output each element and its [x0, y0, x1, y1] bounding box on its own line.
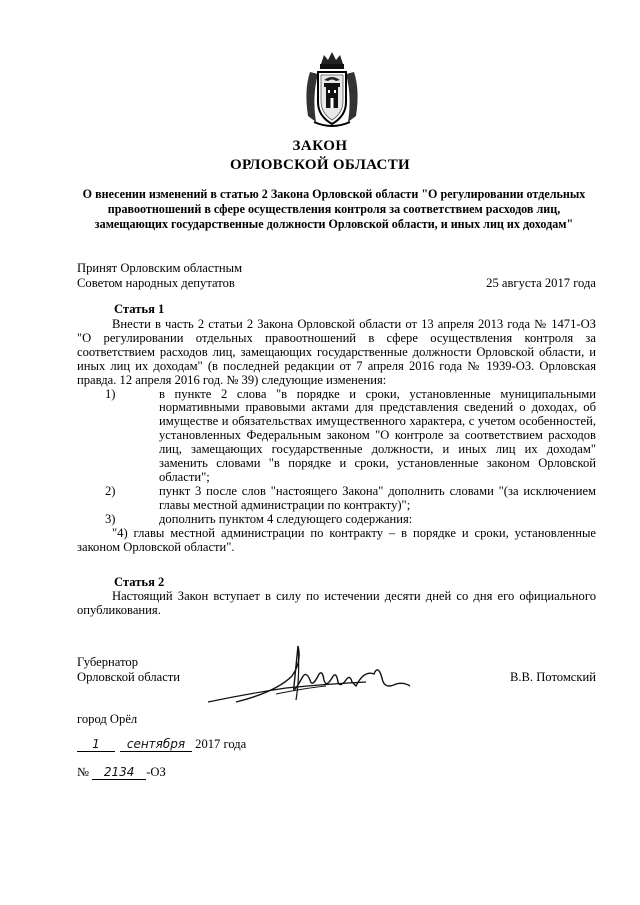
city-name: город Орёл	[77, 712, 138, 726]
signatory-name: В.В. Потомский	[509, 670, 596, 684]
list-item-text: в пункте 2 слова "в порядке и сроки, установленные муниципальными нормативными правовыми актами для представления сведений о доходах, об имуществе и обязательствах имущественного характера, с учетом особенностей, установленных Федеральным законом "О контроле за соответствием расходов лиц, замещающих государственные должности, и иных лиц их доходам" заменить словами "в порядке и сроки, установленные законом Орловской области";	[159, 386, 596, 484]
coat-of-arms-emblem	[302, 50, 362, 130]
law-number-suffix: -ОЗ	[146, 765, 166, 779]
article-2-text: Настоящий Закон вступает в силу по истечении десяти дней со дня его официального опубликования.	[77, 589, 596, 617]
list-item-number: 1)	[105, 386, 116, 401]
signing-day: 1	[77, 737, 115, 752]
law-subtitle: О внесении изменений в статью 2 Закона Орловской области "О регулировании отдельных правоотношений в сфере осуществления контроля за соответствием расходов лиц, замещающих государственные должности Орловской области, и иных лиц их доходам"	[82, 187, 586, 232]
article-1-heading: Статья 1	[114, 302, 165, 316]
signing-date	[77, 737, 246, 752]
list-item-number: 2)	[105, 483, 116, 498]
adoption-line-1: Принят Орловским областным	[77, 261, 243, 275]
signing-month: сентября	[120, 737, 192, 752]
list-item	[77, 388, 596, 485]
list-item-text: дополнить пунктом 4 следующего содержания:	[159, 511, 413, 526]
signatory-position-line-2: Орловской области	[77, 670, 181, 684]
law-number	[77, 765, 166, 780]
article-1-intro: Внести в часть 2 статьи 2 Закона Орловской области от 13 апреля 2013 года № 1471-ОЗ "О регулировании отдельных правоотношений в сфере осуществления контроля за соответствием расходов лиц, замещающих государственные должности Орловской области, и иных лиц их доходам" (в последней редакции от 7 апреля 2016 года № 1939-ОЗ. Орловская правда. 12 апреля 2016 год. № 39) следующие изменения:	[77, 317, 596, 387]
signing-year: 2017 года	[195, 737, 247, 751]
law-number-value: 2134	[92, 765, 146, 780]
article-2-body	[77, 590, 596, 618]
article-1-quote: "4) главы местной администрации по контракту – в порядке и сроки, установленные законом Орловской области".	[77, 525, 596, 554]
list-item-number: 3)	[105, 511, 116, 526]
list-item-text: пункт 3 после слов "настоящего Закона" дополнить словами "(за исключением главы местной администрации по контракту)";	[159, 483, 596, 512]
handwritten-signature	[206, 636, 416, 716]
law-number-prefix: №	[77, 765, 90, 779]
adoption-line-2: Советом народных депутатов	[77, 276, 235, 290]
list-item	[77, 485, 596, 513]
signatory-position-line-1: Губернатор	[77, 655, 138, 669]
region-title: ОРЛОВСКОЙ ОБЛАСТИ	[230, 157, 410, 173]
article-1-body	[77, 318, 596, 554]
article-2-heading: Статья 2	[114, 575, 165, 589]
law-title: ЗАКОН	[292, 138, 348, 154]
list-item	[77, 513, 596, 527]
adoption-date: 25 августа 2017 года	[486, 276, 596, 290]
